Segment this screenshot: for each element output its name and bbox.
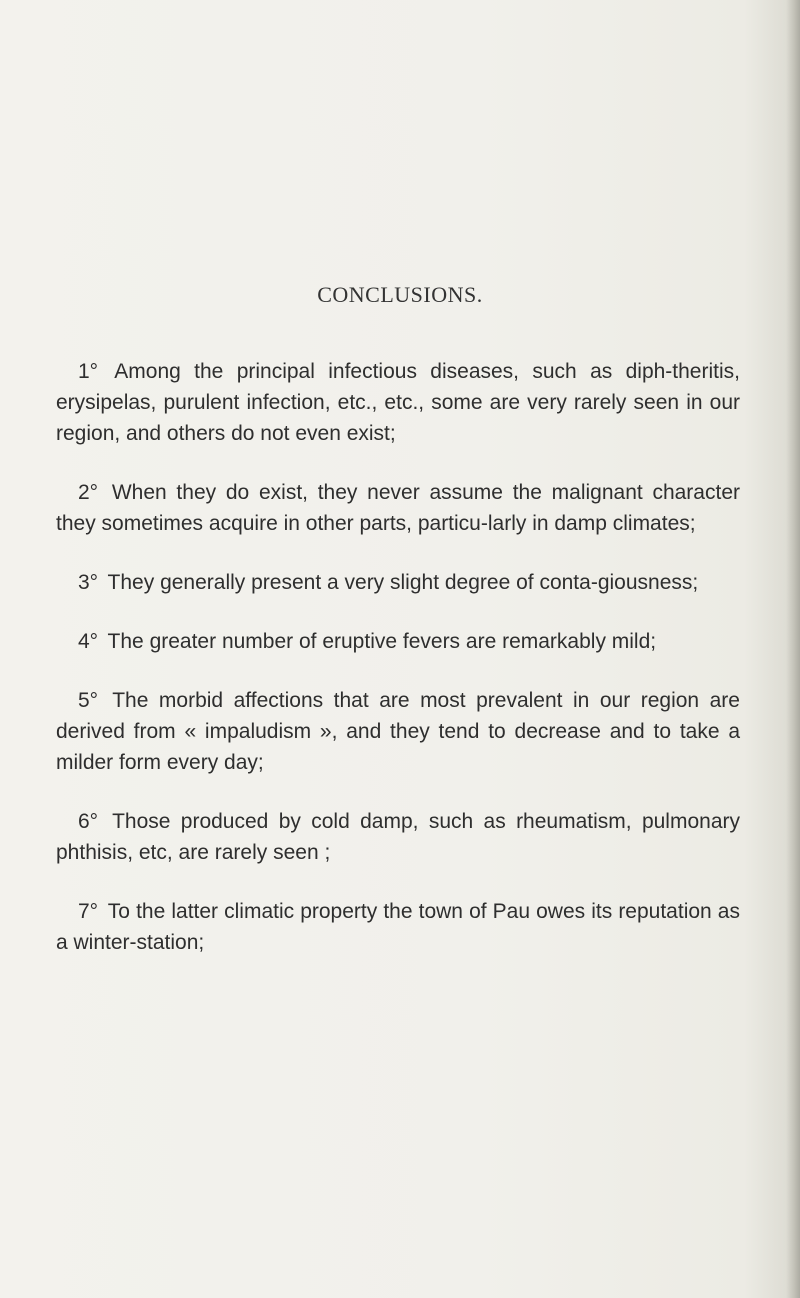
item-number: 6° <box>78 810 99 833</box>
item-number: 4° <box>78 630 99 653</box>
item-text: The greater number of eruptive fevers are remarkably mild; <box>107 630 657 653</box>
item-number: 2° <box>78 481 99 504</box>
item-text: To the latter climatic property the town of Pau owes its reputation as a winter-station; <box>56 900 740 954</box>
item-number: 5° <box>78 689 99 712</box>
conclusion-item-1 <box>56 356 740 449</box>
item-text: When they do exist, they never assume the malignant character they sometimes acquire in other parts, particu-larly in damp climates; <box>56 481 740 535</box>
conclusion-item-4 <box>56 626 740 657</box>
item-number: 1° <box>78 360 99 383</box>
page-edge-shadow <box>786 0 800 1298</box>
item-text: Those produced by cold damp, such as rheumatism, pulmonary phthisis, etc, are rarely seen ; <box>56 810 740 864</box>
item-number: 7° <box>78 900 99 923</box>
conclusion-item-3 <box>56 567 740 598</box>
item-text: Among the principal infectious diseases, such as diph-theritis, erysipelas, purulent infection, etc., etc., some are very rarely seen in our region, and others do not even exist; <box>56 360 740 445</box>
conclusion-item-7 <box>56 896 740 958</box>
conclusion-item-2 <box>56 477 740 539</box>
conclusion-item-5 <box>56 685 740 778</box>
page-title: CONCLUSIONS. <box>317 282 483 307</box>
item-text: They generally present a very slight degree of conta-giousness; <box>107 571 699 594</box>
item-number: 3° <box>78 571 99 594</box>
item-text: The morbid affections that are most prevalent in our region are derived from « impaludism », and they tend to decrease and to take a milder form every day; <box>56 689 740 774</box>
conclusion-item-6 <box>56 806 740 868</box>
conclusions-list <box>56 356 740 986</box>
